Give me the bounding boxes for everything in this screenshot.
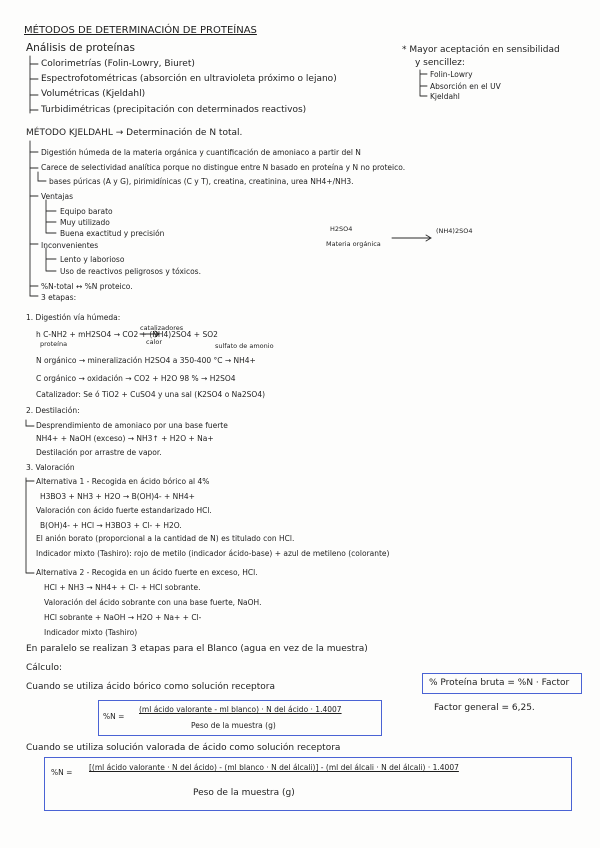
formula-2-numerator: [(ml ácido valorante · N del ácido) - (ml blanco · N del álcali)] - (ml del álcali · N del álcali) · 1.4007 [89,763,459,772]
formula-1-denominator: Peso de la muestra (g) [191,721,276,730]
etapa2-heading: 2. Destilación: [26,406,80,415]
etapa3-indicador-2: Indicador mixto (Tashiro) [44,628,138,637]
kjeldahl-bullet-2: Carece de selectividad analítica porque no distingue entre N basado en proteína y N no proteico. [41,163,406,172]
etapa1-sulfato: sulfato de amonio [215,342,274,350]
kjeldahl-heading: MÉTODO KJELDAHL → Determinación de N total. [26,128,243,138]
etapas-line: 3 etapas: [41,293,77,302]
etapa1-proteina: proteína [40,340,68,348]
etapa3-alternativa-2: Alternativa 2 - Recogida en un ácido fuerte en exceso, HCl. [36,568,258,577]
etapa2-equation: NH4+ + NaOH (exceso) → NH3↑ + H2O + Na+ [36,434,214,443]
formula-1-box [98,700,382,736]
etapa3-eq-4: HCl sobrante + NaOH → H2O + Na+ + Cl- [44,613,202,622]
page-title: MÉTODOS DE DETERMINACIÓN DE PROTEÍNAS [24,25,257,36]
proteina-bruta-formula: % Proteína bruta = %N · Factor [429,678,570,688]
note-item-folin: Folin-Lowry [430,70,473,79]
note-line-1: * Mayor aceptación en sensibilidad [402,45,560,55]
etapa1-c-organico: C orgánico → oxidación → CO2 + H2O 98 % → H2SO4 [36,374,236,383]
note-item-uv: Absorción en el UV [430,82,501,91]
etapa3-eq-2: B(OH)4- + HCl → H3BO3 + Cl- + H2O. [40,521,182,530]
ventaja-1: Equipo barato [60,207,113,216]
inconveniente-2: Uso de reactivos peligrosos y tóxicos. [60,267,201,276]
ntotal-line: %N-total ↔ %N proteico. [41,282,133,291]
note-item-kjeldahl: Kjeldahl [430,92,460,101]
etapa3-alternativa-1: Alternativa 1 - Recogida en ácido bórico al 4% [36,477,210,486]
kjeldahl-bullet-2-sub: bases púricas (A y G), pirimidínicas (C y T), creatina, creatinina, urea NH4+/NH3. [49,177,354,186]
formula-2-lhs: %N = [51,768,73,777]
etapa3-indicador-1: Indicador mixto (Tashiro): rojo de metilo (indicador ácido-base) + azul de metileno (colorante) [36,549,390,558]
ventaja-2: Muy utilizado [60,218,110,227]
etapa1-heading: 1. Digestión vía húmeda: [26,313,121,322]
note-line-2: y sencillez: [415,58,465,68]
etapa3-heading: 3. Valoración [26,463,75,472]
etapa3-valoracion-2: Valoración del ácido sobrante con una base fuerte, NaOH. [44,598,262,607]
etapa1-eq-label-bottom: calor [146,338,163,346]
analisis-item-volumetricas: Volumétricas (Kjeldahl) [41,89,146,99]
etapa3-eq-1: H3BO3 + NH3 + H2O → B(OH)4- + NH4+ [40,492,195,501]
calculo-case-2: Cuando se utiliza solución valorada de ácido como solución receptora [26,743,341,753]
paralelo-line: En paralelo se realizan 3 etapas para el Blanco (agua en vez de la muestra) [26,644,368,654]
analisis-item-turbidimetricas: Turbidimétricas (precipitación con determinados reactivos) [41,105,307,115]
formula-1-numerator: (ml ácido valorante - ml blanco) · N del ácido · 1.4007 [139,705,342,714]
inconveniente-1: Lento y laborioso [60,255,125,264]
calculo-heading: Cálculo: [26,663,62,673]
factor-general: Factor general = 6,25. [434,703,535,713]
etapa1-n-organico: N orgánico → mineralización H2SO4 a 350-400 °C → NH4+ [36,356,256,365]
reaction-product: (NH4)2SO4 [436,227,473,235]
formula-2-denominator: Peso de la muestra (g) [193,788,295,798]
etapa1-equation: h C-NH2 + mH2SO4 → CO2 + (NH4)2SO4 + SO2 [36,330,218,339]
formula-2-box [44,757,572,811]
kjeldahl-bullet-1: Digestión húmeda de la materia orgánica y cuantificación de amoniaco a partir del N [41,148,361,157]
ventajas-label: Ventajas [41,192,74,201]
analisis-heading: Análisis de proteínas [26,42,135,54]
etapa2-line-1: Desprendimiento de amoniaco por una base fuerte [36,421,228,430]
analisis-item-colorimetrias: Colorimetrías (Folin-Lowry, Biuret) [41,59,195,69]
reaction-materia-organica: Materia orgánica [326,240,381,248]
formula-1-lhs: %N = [103,712,125,721]
analisis-item-espectrofotometricas: Espectrofotométricas (absorción en ultravioleta próximo o lejano) [41,74,337,84]
etapa2-line-2: Destilación por arrastre de vapor. [36,448,162,457]
etapa3-eq-3: HCl + NH3 → NH4+ + Cl- + HCl sobrante. [44,583,201,592]
etapa1-eq-label-top: catalizadores [140,324,184,332]
etapa1-catalizador: Catalizador: Se ó TiO2 + CuSO4 y una sal (K2SO4 o Na2SO4) [36,390,266,399]
etapa3-anion: El anión borato (proporcional a la cantidad de N) es titulado con HCl. [36,534,295,543]
calculo-case-1: Cuando se utiliza ácido bórico como solución receptora [26,682,275,692]
ventaja-3: Buena exactitud y precisión [60,229,165,238]
etapa3-valoracion-1: Valoración con ácido fuerte estandarizado HCl. [36,506,212,515]
inconvenientes-label: Inconvenientes [41,241,99,250]
proteina-bruta-box [422,673,582,694]
reaction-h2so4: H2SO4 [330,225,353,233]
